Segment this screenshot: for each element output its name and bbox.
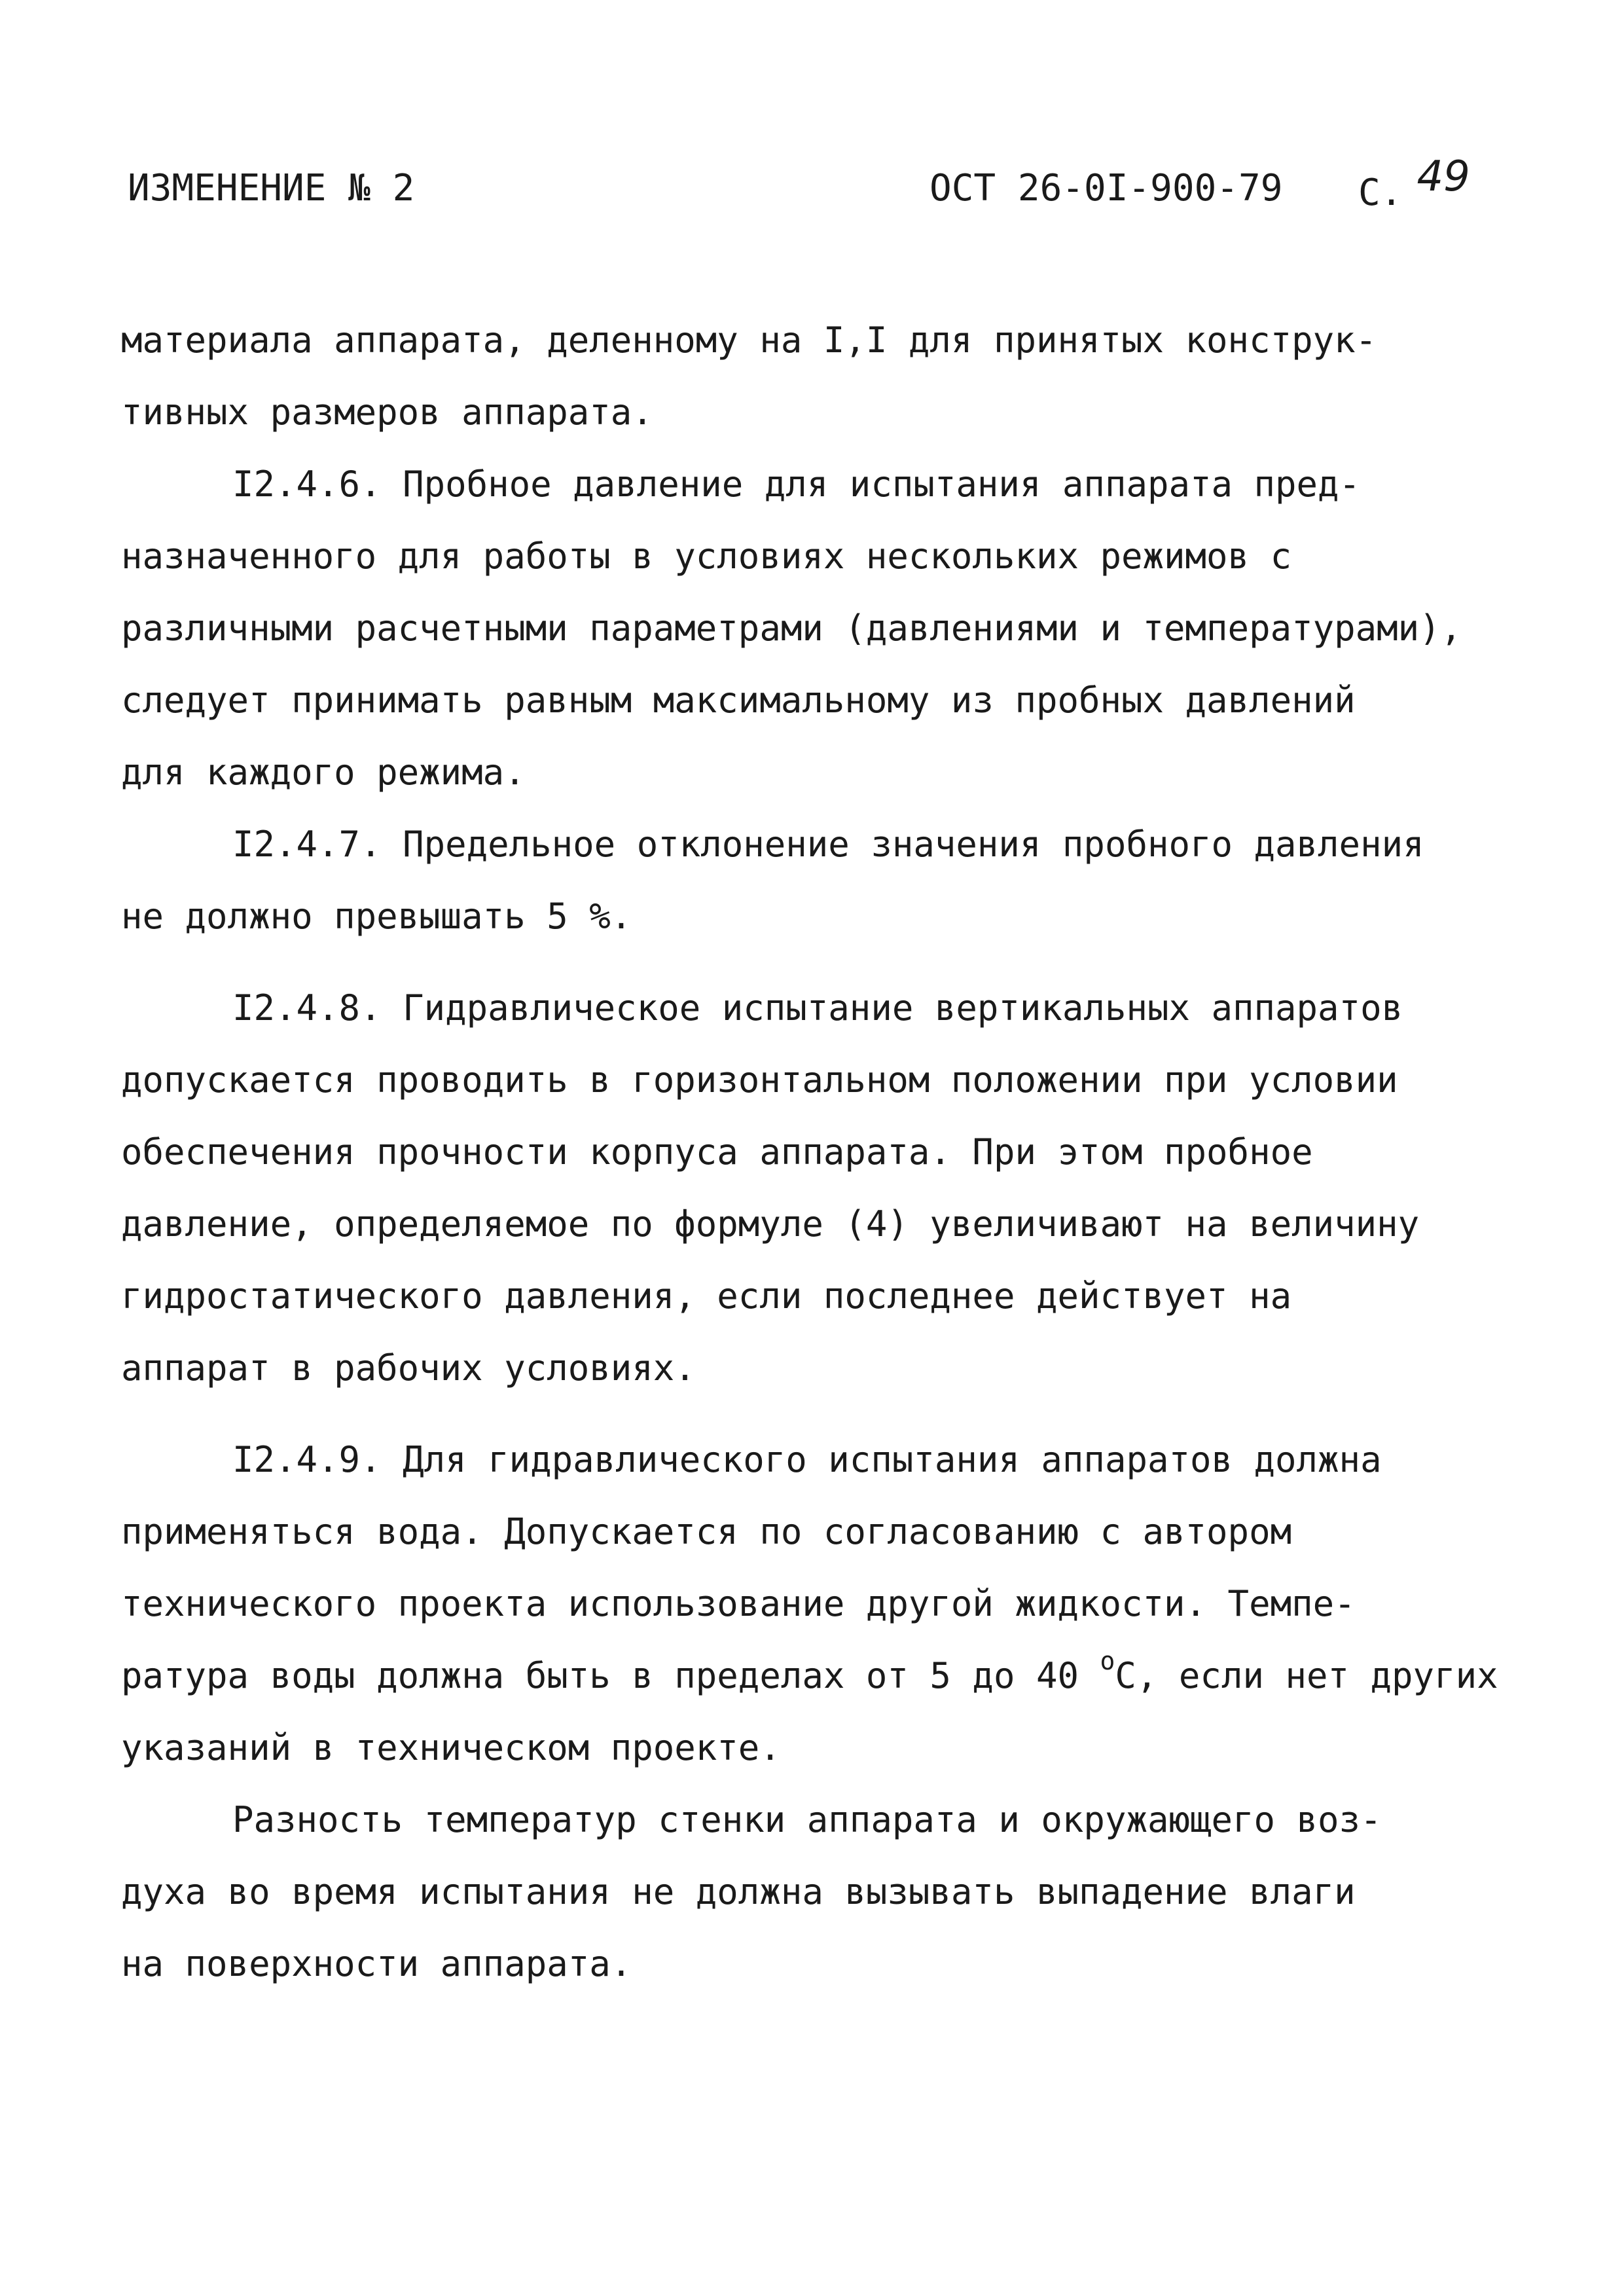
paragraph-continuation xyxy=(121,304,1594,448)
text-line: I2.4.8. Гидравлическое испытание вертикальных аппаратов xyxy=(232,987,1403,1029)
text-line: гидростатического давления, если последнее действует на xyxy=(121,1275,1292,1317)
standard-designation: ОСТ 26-0I-900-79 xyxy=(929,167,1283,210)
text-line: назначенного для работы в условиях нескольких режимов с xyxy=(121,536,1292,577)
document-body xyxy=(121,304,1594,2000)
text-line: указаний в техническом проекте. xyxy=(121,1727,781,1768)
text-line: I2.4.7. Предельное отклонение значения пробного давления xyxy=(232,824,1424,865)
text-line: духа во время испытания не должна вызывать выпадение влаги xyxy=(121,1871,1356,1912)
text-line: I2.4.9. Для гидравлического испытания аппаратов должна xyxy=(232,1439,1382,1480)
page-number-handwritten: 49 xyxy=(1416,153,1470,201)
text-line-temperature xyxy=(121,1640,1594,1712)
page-label xyxy=(1358,153,1470,215)
paragraph-12-4-6 xyxy=(121,448,1594,809)
degree-sign: о xyxy=(1100,1647,1115,1675)
text-line: тивных размеров аппарата. xyxy=(121,392,653,433)
text-line: следует принимать равным максимальному из пробных давлений xyxy=(121,680,1356,721)
paragraph-12-4-7 xyxy=(121,809,1594,953)
paragraph-gap xyxy=(121,953,1594,972)
text-line: допускается проводить в горизонтальном положении при условии xyxy=(121,1059,1398,1101)
paragraph-12-4-8 xyxy=(121,972,1594,1404)
text-line: материала аппарата, деленному на I,I для принятых конструк- xyxy=(121,319,1377,361)
paragraph-temperature-difference xyxy=(121,1784,1594,2000)
page-header xyxy=(0,154,1624,226)
paragraph-12-4-9 xyxy=(121,1424,1594,1784)
change-number: ИЗМЕНЕНИЕ № 2 xyxy=(128,167,415,210)
text-line: не должно превышать 5 %. xyxy=(121,896,632,937)
text-line: на поверхности аппарата. xyxy=(121,1943,632,1984)
text-line: аппарат в рабочих условиях. xyxy=(121,1347,696,1389)
paragraph-gap xyxy=(121,1404,1594,1424)
text-line: различными расчетными параметрами (давлениями и температурами), xyxy=(121,608,1462,649)
text-fragment: С, если нет других xyxy=(1115,1655,1498,1696)
text-line: I2.4.6. Пробное давление для испытания аппарата пред- xyxy=(232,464,1361,505)
text-line: применяться вода. Допускается по согласованию с автором xyxy=(121,1511,1292,1552)
page-prefix: С. xyxy=(1358,172,1403,214)
text-line: технического проекта использование другой жидкости. Темпе- xyxy=(121,1583,1356,1624)
text-line: для каждого режима. xyxy=(121,752,526,793)
text-line: Разность температур стенки аппарата и окружающего воз- xyxy=(232,1799,1382,1840)
text-fragment: ратура воды должна быть в пределах от 5 до 40 xyxy=(121,1655,1100,1696)
text-line: обеспечения прочности корпуса аппарата. При этом пробное xyxy=(121,1131,1313,1173)
text-line: давление, определяемое по формуле (4) увеличивают на величину xyxy=(121,1203,1420,1245)
